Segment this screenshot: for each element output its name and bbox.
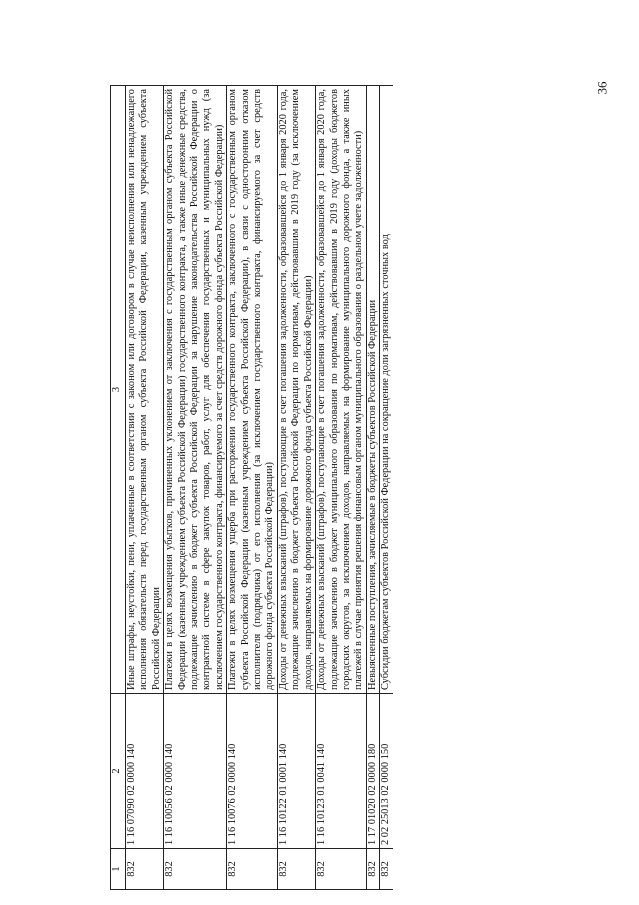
budget-code: 1 17 01020 02 0000 180	[366, 694, 379, 849]
table-row	[126, 86, 164, 890]
budget-code: 1 16 10076 02 0000 140	[227, 694, 278, 849]
page-number: 36	[594, 81, 610, 95]
header-col-3: 3	[111, 86, 126, 694]
admin-code: 832	[164, 849, 227, 890]
revenue-description: Иные штрафы, неустойки, пени, уплаченные в соответствии с законом или договором в случае неисполнения или ненадлежащего исполнения обязательств перед государственным органом субъекта Российской Федерации, казенным учреждением субъекта Российской Федерации	[126, 86, 164, 694]
table-row	[277, 86, 315, 890]
admin-code: 832	[366, 849, 379, 890]
revenue-description: Субсидии бюджетам субъектов Российской Федерации на сокращение доли загрязненных сточных вод	[380, 86, 393, 694]
budget-code: 1 16 10056 02 0000 140	[164, 694, 227, 849]
admin-code: 832	[227, 849, 278, 890]
admin-code: 832	[126, 849, 164, 890]
budget-code: 2 02 25013 02 0000 150	[380, 694, 393, 849]
revenue-code-table	[110, 85, 393, 890]
revenue-description: Невыясненные поступления, зачисляемые в бюджеты субъектов Российской Федерации	[366, 86, 379, 694]
rotated-table-container	[110, 85, 530, 890]
budget-code: 1 16 10123 01 0041 140	[316, 694, 367, 849]
budget-code: 1 16 10122 01 0001 140	[277, 694, 315, 849]
table-row	[227, 86, 278, 890]
table-row	[164, 86, 227, 890]
header-col-2: 2	[111, 694, 126, 849]
revenue-description: Платежи в целях возмещения убытков, причиненных уклонением от заключения с государственным органом субъекта Российской Федерации (казенным учреждением субъекта Российской Федерации) государственного контракта, а также иные денежные средства, подлежащие зачислению в бюджет субъекта Российской Федерации за нарушение законодательства Российской Федерации о контрактной системе в сфере закупок товаров, работ, услуг для обеспечения государственных и муниципальных нужд (за исключением государственного контракта, финансируемого за счет средств дорожного фонда субъекта Российской Федерации)	[164, 86, 227, 694]
header-col-1: 1	[111, 849, 126, 890]
revenue-description: Доходы от денежных взысканий (штрафов), поступающие в счет погашения задолженности, образовавшейся до 1 января 2020 года, подлежащие зачислению в бюджет муниципального образования по нормативам, действовавшим в 2019 году (доходы бюджетов городских округов, за исключением доходов, направляемых на формирование муниципального дорожного фонда, а также иных платежей в случае принятия решения финансовым органом муниципального образования о раздельном учете задолженности)	[316, 86, 367, 694]
table-row	[316, 86, 367, 890]
admin-code: 832	[316, 849, 367, 890]
admin-code: 832	[277, 849, 315, 890]
revenue-description: Доходы от денежных взысканий (штрафов), поступающие в счет погашения задолженности, образовавшейся до 1 января 2020 года, подлежащие зачислению в бюджет субъекта Российской Федерации по нормативам, действовавшим в 2019 году (за исключением доходов, направляемых на формирование дорожного фонда субъекта Российской Федерации)	[277, 86, 315, 694]
table-header-row	[111, 86, 126, 890]
admin-code: 832	[380, 849, 393, 890]
revenue-description: Платежи в целях возмещения ущерба при расторжении государственного контракта, заключенного с государственным органом субъекта Российской Федерации (казенным учреждением субъекта Российской Федерации), в связи с односторонним отказом исполнителя (подрядчика) от его исполнения (за исключением государственного контракта, финансируемого за счет средств дорожного фонда субъекта Российской Федерации)	[227, 86, 278, 694]
budget-code: 1 16 07090 02 0000 140	[126, 694, 164, 849]
table-row	[366, 86, 379, 890]
table-row	[380, 86, 393, 890]
